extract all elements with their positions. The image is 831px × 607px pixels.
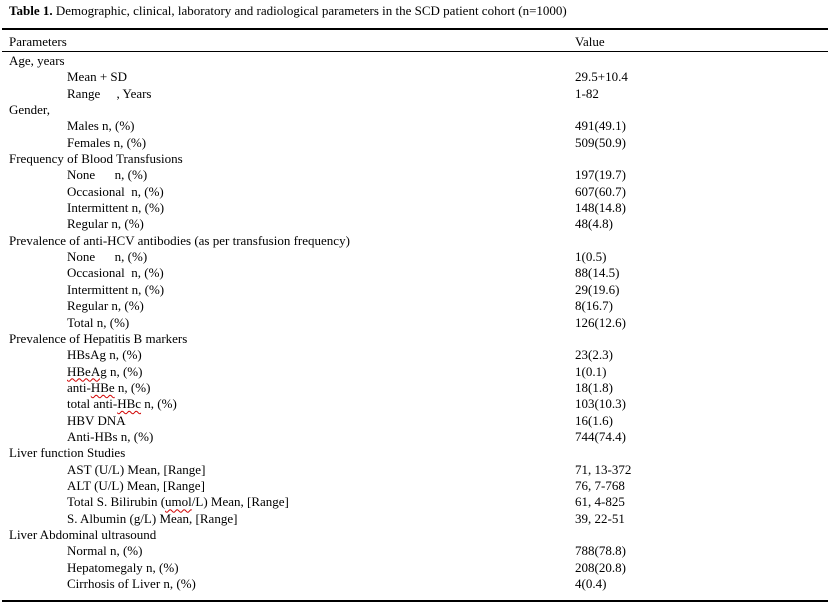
value-cell: 29.5+10.4	[575, 69, 628, 85]
table-row	[0, 135, 831, 151]
table-caption-label: Table 1.	[9, 3, 53, 18]
value-cell: 4(0.4)	[575, 576, 607, 591]
parameter-cell: Total n, (%)	[67, 314, 130, 330]
value-cell: 788(78.8)	[575, 543, 626, 559]
table-row	[0, 167, 831, 183]
parameter-cell: Cirrhosis of Liver n, (%)	[67, 576, 196, 591]
value-cell: 16(1.6)	[575, 412, 613, 428]
table-caption-text: Demographic, clinical, laboratory and radiological parameters in the SCD patient cohort (n=1000)	[52, 3, 567, 18]
table-row	[0, 298, 831, 314]
table-row	[0, 396, 831, 412]
table-row	[0, 494, 831, 510]
section-row	[0, 527, 831, 543]
parameter-cell: anti-HBe n, (%)	[67, 379, 151, 395]
table-row	[0, 249, 831, 265]
section-heading: Prevalence of Hepatitis B markers	[9, 330, 188, 346]
parameter-cell: ALT (U/L) Mean, [Range]	[67, 477, 205, 493]
table-bottom-rule	[2, 600, 828, 602]
table-row	[0, 380, 831, 396]
parameter-cell: Regular n, (%)	[67, 298, 144, 314]
value-cell: 1(0.5)	[575, 249, 607, 265]
value-cell: 39, 22-51	[575, 510, 625, 526]
parameter-cell: Normal n, (%)	[67, 543, 143, 559]
value-cell: 76, 7-768	[575, 477, 625, 493]
value-cell: 491(49.1)	[575, 118, 626, 134]
spellcheck-mark: HBeAg	[67, 363, 107, 379]
table-header-rule	[2, 51, 828, 52]
section-heading: Age, years	[9, 53, 65, 68]
parameter-cell: Mean + SD	[67, 69, 128, 85]
spellcheck-mark: umol	[165, 494, 192, 510]
section-row	[0, 233, 831, 249]
parameter-cell: HBeAg n, (%)	[67, 363, 143, 379]
value-cell: 197(19.7)	[575, 167, 626, 183]
section-row	[0, 331, 831, 347]
value-cell: 1-82	[575, 85, 599, 101]
value-cell: 48(4.8)	[575, 216, 613, 232]
spellcheck-mark: HBe	[90, 379, 115, 395]
column-header-value: Value	[575, 34, 605, 49]
table-row	[0, 364, 831, 380]
parameter-cell: Anti-HBs n, (%)	[67, 428, 154, 444]
value-cell: 103(10.3)	[575, 396, 626, 412]
parameter-cell: Intermittent n, (%)	[67, 200, 165, 216]
parameter-cell: Hepatomegaly n, (%)	[67, 559, 179, 575]
table-row	[0, 184, 831, 200]
value-cell: 23(2.3)	[575, 347, 613, 363]
parameter-cell: None n, (%)	[67, 249, 148, 265]
value-cell: 208(20.8)	[575, 559, 626, 575]
parameter-cell: Intermittent n, (%)	[67, 281, 165, 297]
table-row	[0, 315, 831, 331]
table-row	[0, 462, 831, 478]
parameter-cell: HBV DNA	[67, 412, 126, 428]
value-cell: 8(16.7)	[575, 298, 613, 314]
table-row	[0, 265, 831, 281]
parameter-cell: Regular n, (%)	[67, 216, 144, 232]
value-cell: 88(14.5)	[575, 265, 620, 281]
parameter-cell: Females n, (%)	[67, 134, 147, 150]
table-top-rule	[2, 28, 828, 30]
parameter-cell: Range , Years	[67, 85, 152, 101]
table-row	[0, 347, 831, 363]
value-cell: 509(50.9)	[575, 134, 626, 150]
value-cell: 29(19.6)	[575, 281, 620, 297]
section-row	[0, 151, 831, 167]
value-cell: 1(0.1)	[575, 363, 607, 379]
spellcheck-mark: HBc	[117, 396, 142, 412]
table-row	[0, 216, 831, 232]
table-row	[0, 560, 831, 576]
parameter-cell: S. Albumin (g/L) Mean, [Range]	[67, 510, 238, 526]
value-cell: 126(12.6)	[575, 314, 626, 330]
table-row	[0, 86, 831, 102]
parameter-cell: AST (U/L) Mean, [Range]	[67, 461, 206, 477]
value-cell: 61, 4-825	[575, 494, 625, 510]
value-cell: 607(60.7)	[575, 183, 626, 199]
section-heading: Prevalence of anti-HCV antibodies (as per transfusion frequency)	[9, 232, 350, 248]
parameter-cell: total anti-HBc n, (%)	[67, 396, 177, 412]
table-row	[0, 478, 831, 494]
value-cell: 744(74.4)	[575, 428, 626, 444]
column-header-parameters: Parameters	[9, 34, 67, 49]
value-cell: 148(14.8)	[575, 200, 626, 216]
parameter-cell: None n, (%)	[67, 167, 148, 183]
table-row	[0, 200, 831, 216]
table-row	[0, 282, 831, 298]
parameter-cell: Occasional n, (%)	[67, 265, 164, 281]
table-body	[0, 53, 831, 592]
section-heading: Liver function Studies	[9, 445, 126, 461]
table-row	[0, 429, 831, 445]
table-row	[0, 543, 831, 559]
table-row	[0, 511, 831, 527]
value-cell: 71, 13-372	[575, 461, 632, 477]
table-row	[0, 576, 831, 592]
value-cell: 18(1.8)	[575, 379, 613, 395]
table-caption	[9, 3, 567, 19]
parameter-cell: Occasional n, (%)	[67, 183, 164, 199]
table-row	[0, 69, 831, 85]
section-heading: Liver Abdominal ultrasound	[9, 526, 157, 542]
section-row	[0, 445, 831, 461]
parameter-cell: Total S. Bilirubin (umol/L) Mean, [Range]	[67, 494, 289, 510]
section-row	[0, 53, 831, 69]
table-row	[0, 118, 831, 134]
section-heading: Gender,	[9, 102, 50, 118]
parameter-cell: HBsAg n, (%)	[67, 347, 142, 363]
section-heading: Frequency of Blood Transfusions	[9, 151, 183, 167]
parameter-cell: Males n, (%)	[67, 118, 135, 134]
section-row	[0, 102, 831, 118]
table-row	[0, 413, 831, 429]
